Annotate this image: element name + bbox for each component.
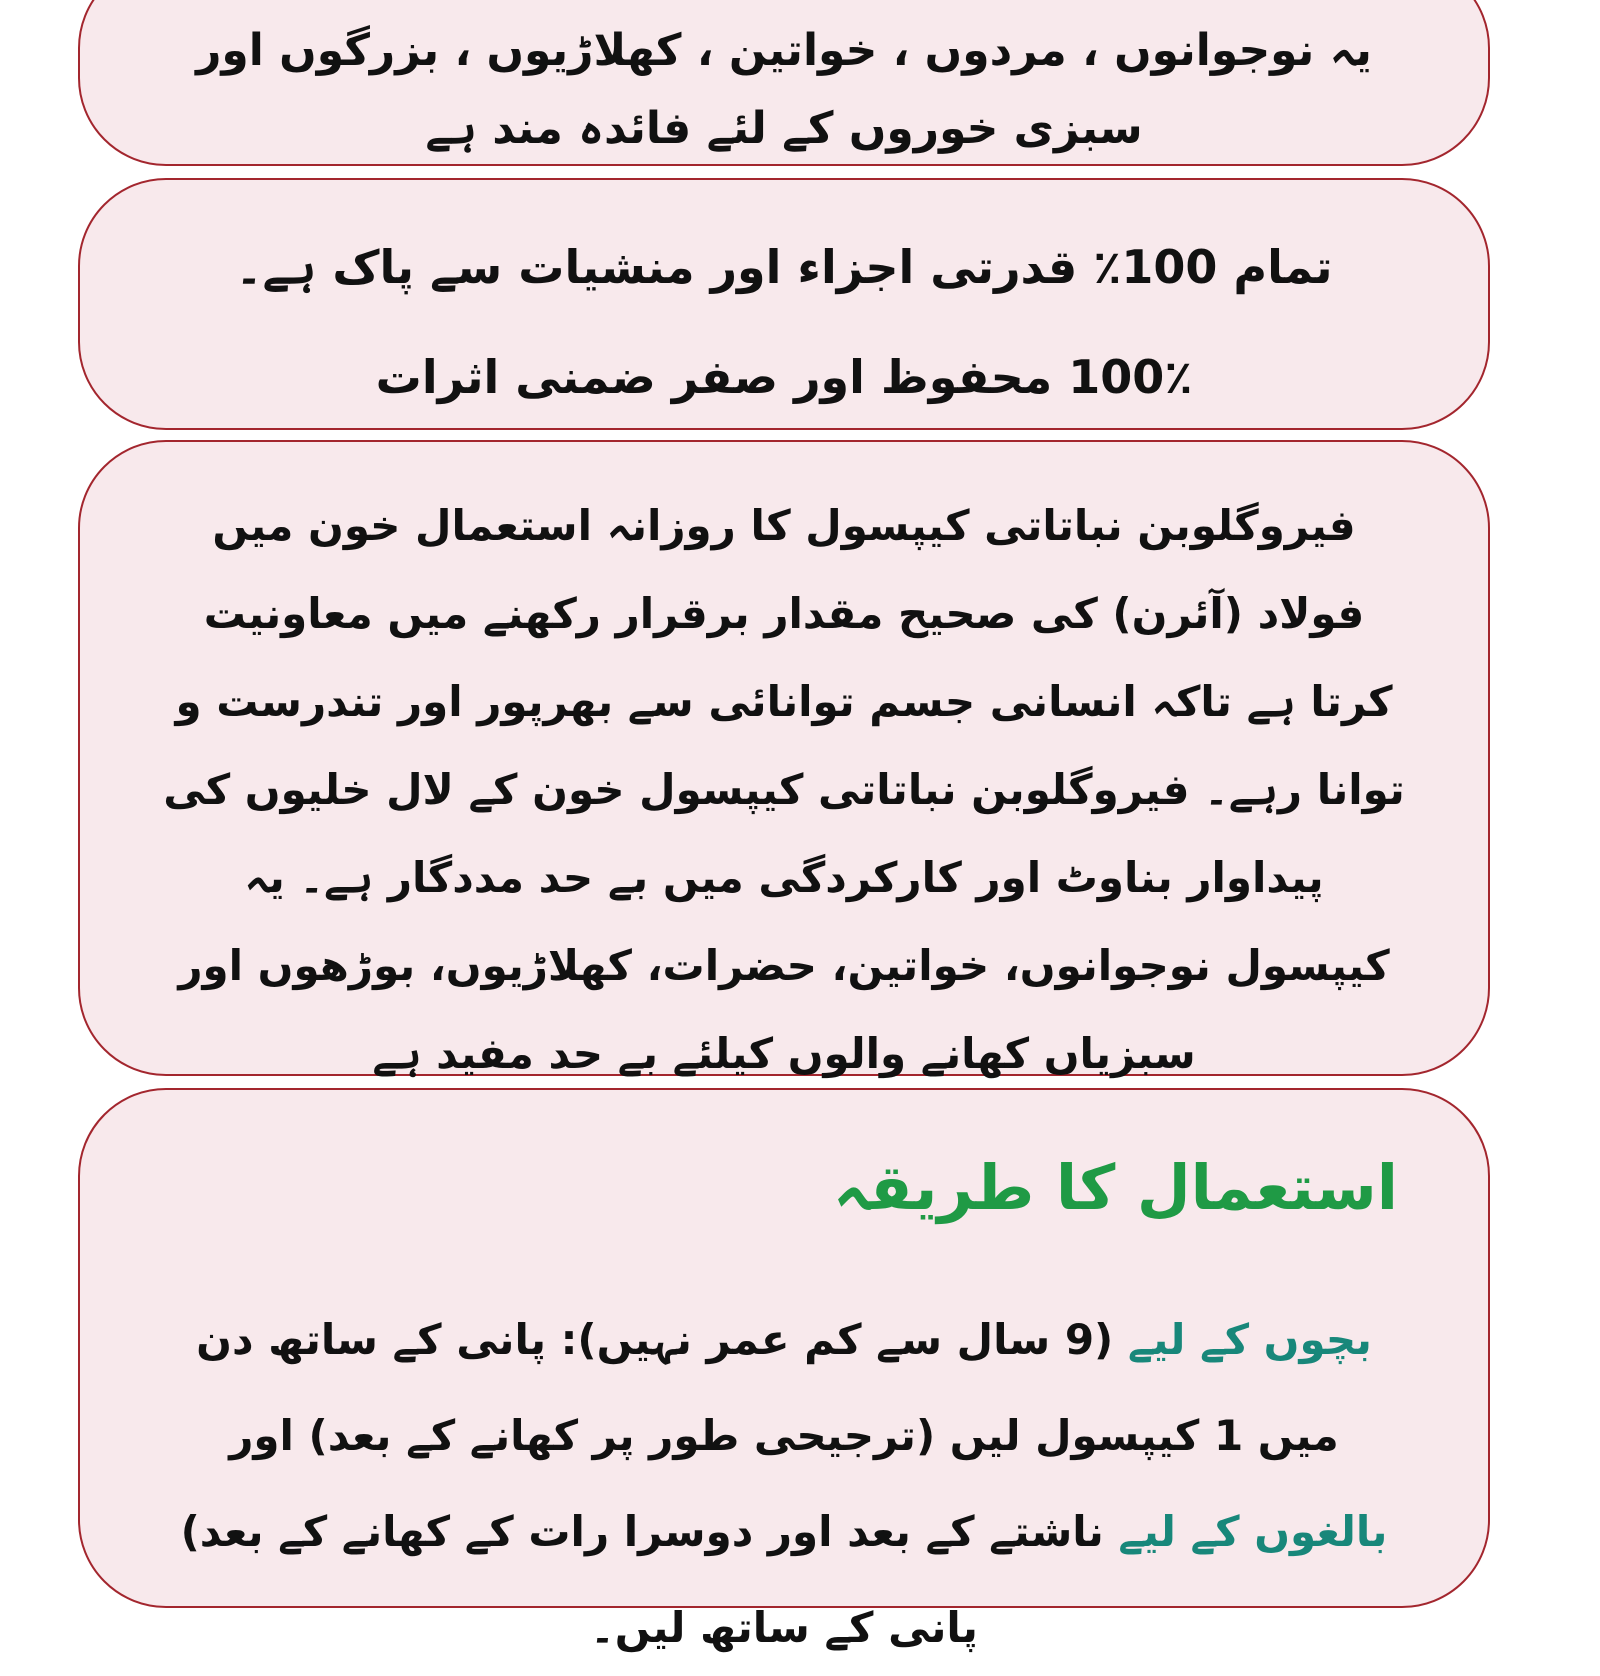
natural-safety-card <box>78 178 1490 430</box>
natural-ingredients-text: تمام 100٪ قدرتی اجزاء اور منشیات سے پاک ہے۔ <box>235 240 1333 294</box>
usage-card <box>78 1088 1490 1652</box>
description-text: فیروگلوبن نباتاتی کیپسول کا روزانہ استعمال خون میں فولاد (آئرن) کی صحیح مقدار برقرار رکھنے میں معاونیت کرتا ہے تاکہ انسانی جسم توانائی سے بھرپور اور تندرست و توانا رہے۔ فیروگلوبن نباتاتی کیپسول خون کے لال خلیوں کی پیداوار بناوٹ اور کارکردگی میں بے حد مددگار ہے۔ یہ کیپسول نوجوانوں، خواتین، حضرات، کھلاڑیوں، بوڑھوں اور سبزیاں کھانے والوں کیلئے بے حد مفید ہے <box>163 501 1405 1078</box>
safety-text: 100٪ محفوظ اور صفر ضمنی اثرات <box>375 350 1193 404</box>
adults-instructions: ناشتے کے بعد اور دوسرا رات کے کھانے کے بعد) پانی کے ساتھ لیں۔ <box>180 1507 1119 1652</box>
usage-heading: استعمال کا طریقہ <box>833 1151 1398 1224</box>
children-label: بچوں کے لیے <box>1127 1315 1372 1364</box>
description-card <box>78 440 1490 1076</box>
adults-label: بالغوں کے لیے <box>1118 1507 1388 1556</box>
children-instructions: (9 سال سے کم عمر نہیں): پانی کے ساتھ دن میں 1 کیپسول لیں (ترجیحی طور پر کھانے کے بعد) اور <box>196 1315 1339 1460</box>
usage-instructions <box>170 1292 1398 1676</box>
audience-text: یہ نوجوانوں ، مردوں ، خواتین ، کھلاڑیوں ، بزرگوں اور سبزی خوروں کے لئے فائدہ مند ہے <box>196 25 1372 154</box>
audience-card <box>78 0 1490 166</box>
